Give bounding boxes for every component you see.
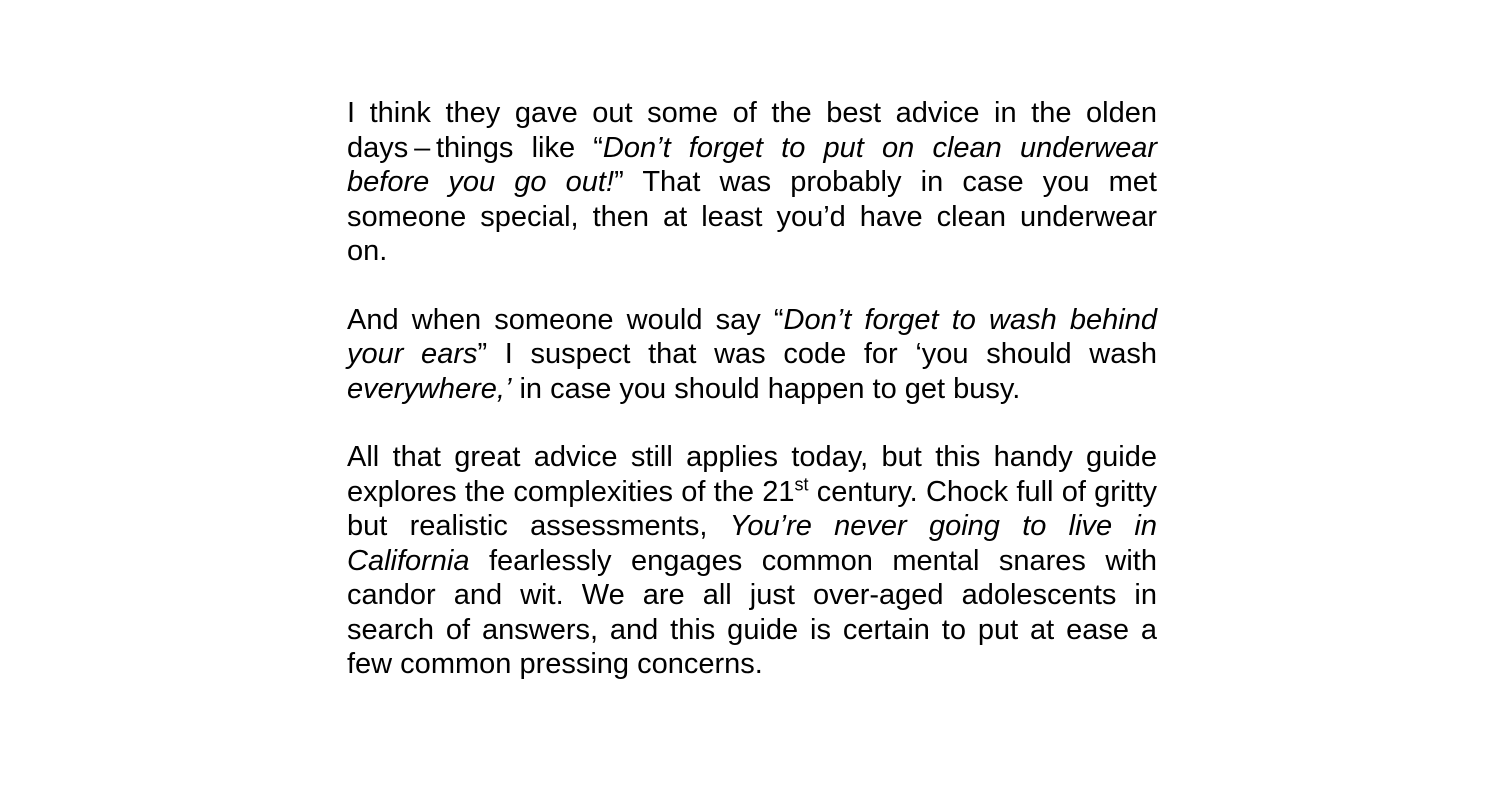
paragraph-wash-advice xyxy=(347,303,1157,407)
paragraph-text: fearlessly engages common mental snares with candor and wit. We are all just over-aged adolescents in search of answers, and this guide is certain to put at ease a few common pressing concerns. xyxy=(347,544,1157,680)
document-page xyxy=(347,96,1157,682)
paragraph-text: I think they gave out some of the best advice in the olden days – things like “ xyxy=(347,97,1157,164)
paragraph-text: And when someone would say “ xyxy=(347,303,784,336)
paragraph-text: in case you should happen to get busy. xyxy=(511,372,1021,405)
paragraph-guide-description xyxy=(347,440,1157,682)
paragraph-text: century. Chock full of gritty but realistic assessments, xyxy=(347,475,1158,542)
paragraph-text: ” That was probably in case you met someone special, then at least you’d have clean underwear on. xyxy=(347,166,1157,267)
quoted-advice: Don’t forget to put on clean underwear before you go out! xyxy=(347,131,1157,198)
emphasized-word: everywhere,’ xyxy=(347,372,512,405)
book-title: You’re never going to live in California xyxy=(347,510,1157,577)
ordinal-superscript: st xyxy=(794,473,809,494)
quoted-advice: Don’t forget to wash behind your ears xyxy=(347,303,1157,370)
paragraph-text: All that great advice still applies today, but this handy guide explores the complexities of the 21 xyxy=(347,441,1157,508)
paragraph-text: ” I suspect that was code for ‘you should wash xyxy=(477,338,1157,370)
paragraph-underwear-advice xyxy=(347,96,1157,269)
